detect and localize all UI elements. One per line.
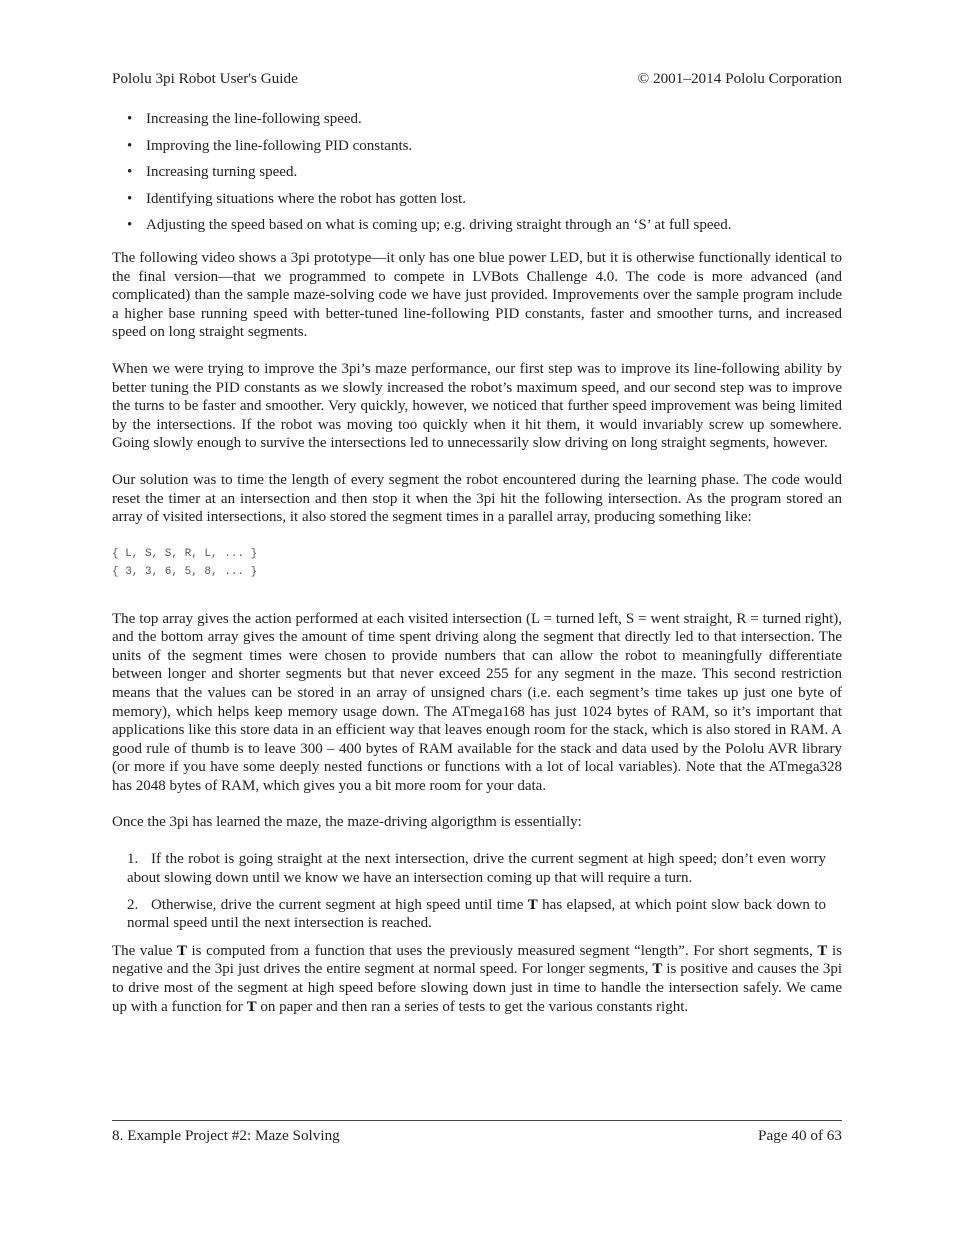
list-item xyxy=(112,190,842,209)
text-run: The value xyxy=(112,942,177,959)
algorithm-steps xyxy=(112,850,842,933)
bold-t: T xyxy=(246,998,257,1015)
footer-page-number: Page 40 of 63 xyxy=(758,1127,842,1144)
page-content xyxy=(112,110,842,1016)
paragraph-improvement: When we were trying to improve the 3pi’s maze performance, our first step was to improve its line-following ability by better tuning the PID constants as we slowly increased the robot’s maximum speed, and our second step was to improve the turns to be faster and smoother. Very quickly, however, we noticed that further speed improvement was being limited by the intersections. If the robot was moving too quickly when it hit them, it would invariably screw up somewhere. Going slowly enough to survive the intersections led to unnecessarily slow driving on long straight segments, however. xyxy=(112,360,842,452)
footer-section: 8. Example Project #2: Maze Solving xyxy=(112,1127,340,1144)
text-run: is negative and the 3pi just drives the entire segment at normal speed. For longer segments, xyxy=(112,942,842,978)
list-item-text: Identifying situations where the robot has gotten lost. xyxy=(146,190,466,207)
code-line-actions: { L, S, S, R, L, ... } xyxy=(112,547,258,560)
step-text-post: has elapsed, at which point slow back down to normal speed until the next intersection is reached. xyxy=(127,896,826,932)
step-item xyxy=(127,896,842,933)
paragraph-algorithm-intro: Once the 3pi has learned the maze, the maze-driving algorigthm is essentially: xyxy=(112,814,582,831)
step-text: If the robot is going straight at the next intersection, drive the current segment at high speed; don’t even worry about slowing down until we know we have an intersection coming up that will require a turn. xyxy=(127,851,826,886)
paragraph-video: The following video shows a 3pi prototype—it only has one blue power LED, but it is otherwise functionally identical to the final version—that we programmed to compete in LVBots Challenge 4.0. The code is more advanced (and complicated) than the sample maze-solving code we have just provided. Improvements over the sample program include a higher base running speed with better-tuned line-following PID constants, faster and smoother turns, and increased speed on long straight segments. xyxy=(112,250,842,341)
header-title: Pololu 3pi Robot User's Guide xyxy=(112,70,298,87)
bullet-icon: • xyxy=(127,190,133,207)
paragraph-solution: Our solution was to time the length of every segment the robot encountered during the learning phase. The code would reset the timer at an intersection and then stop it when the 3pi hit the following intersection. As the program stored an array of visited intersections, it also stored the segment times in a parallel array, producing something like: xyxy=(112,471,842,526)
bold-t: T xyxy=(652,961,663,978)
list-item xyxy=(112,137,842,156)
list-item-text: Increasing turning speed. xyxy=(146,164,298,180)
footer-divider xyxy=(112,1120,842,1121)
bold-t: T xyxy=(817,942,828,959)
bullet-icon: • xyxy=(127,111,133,127)
code-block xyxy=(112,545,842,582)
step-item xyxy=(127,850,842,887)
paragraph-arrays: The top array gives the action performed at each visited intersection (L = turned left, S = went straight, R = turned right), and the bottom array gives the amount of time spent driving along the segment that directly led to that intersection. The units of the segment times were chosen to provide numbers that can allow the robot to meaningfully differentiate between longer and shorter segments but that never exceed 255 for any segment in the maze. This second restriction means that the values can be stored in an array of unsigned chars (i.e. each segment’s time takes up just one byte of memory), which helps keep memory usage down. The ATmega168 has just 1024 bytes of RAM, so it’s important that applications like this store data in an efficient way that leaves enough room for the stack, which is also stored in RAM. A good rule of thumb is to leave 300 – 400 bytes of RAM available for the stack and data used by the Pololu AVR library (or more if you have some deeply nested functions or functions with a lot of local variables). Note that the ATmega328 has 2048 bytes of RAM, which gives you a bit more room for your data. xyxy=(112,610,842,794)
improvement-list xyxy=(112,110,842,235)
list-item-text: Increasing the line-following speed. xyxy=(146,111,362,127)
text-run: is positive and causes the 3pi to drive most of the segment at high speed before slowing down just in time to handle the intersection safely. We came up with a function for xyxy=(112,961,842,1015)
code-line-times: { 3, 3, 6, 5, 8, ... } xyxy=(112,566,258,579)
list-item xyxy=(112,163,842,182)
bullet-icon: • xyxy=(127,137,133,154)
step-number: 2. xyxy=(127,896,139,913)
step-text-bold: T xyxy=(527,896,538,913)
text-run: on paper and then ran a series of tests to get the various constants right. xyxy=(256,998,689,1015)
text-run: is computed from a function that uses the previously measured segment “length”. For short segments, xyxy=(186,942,818,959)
step-text-pre: Otherwise, drive the current segment at high speed until time xyxy=(151,896,528,913)
bold-t: T xyxy=(176,942,187,959)
bullet-icon: • xyxy=(127,164,133,180)
list-item-text: Adjusting the speed based on what is coming up; e.g. driving straight through an ‘S’ at full speed. xyxy=(146,217,732,233)
page-header xyxy=(112,69,842,89)
header-copyright: © 2001–2014 Pololu Corporation xyxy=(637,70,842,87)
page-footer xyxy=(112,1126,842,1146)
list-item-text: Improving the line-following PID constants. xyxy=(146,137,413,154)
step-number: 1. xyxy=(127,851,139,868)
list-item xyxy=(112,110,842,129)
paragraph-value-t xyxy=(112,942,842,1016)
bullet-icon: • xyxy=(127,217,133,233)
list-item xyxy=(112,216,842,235)
